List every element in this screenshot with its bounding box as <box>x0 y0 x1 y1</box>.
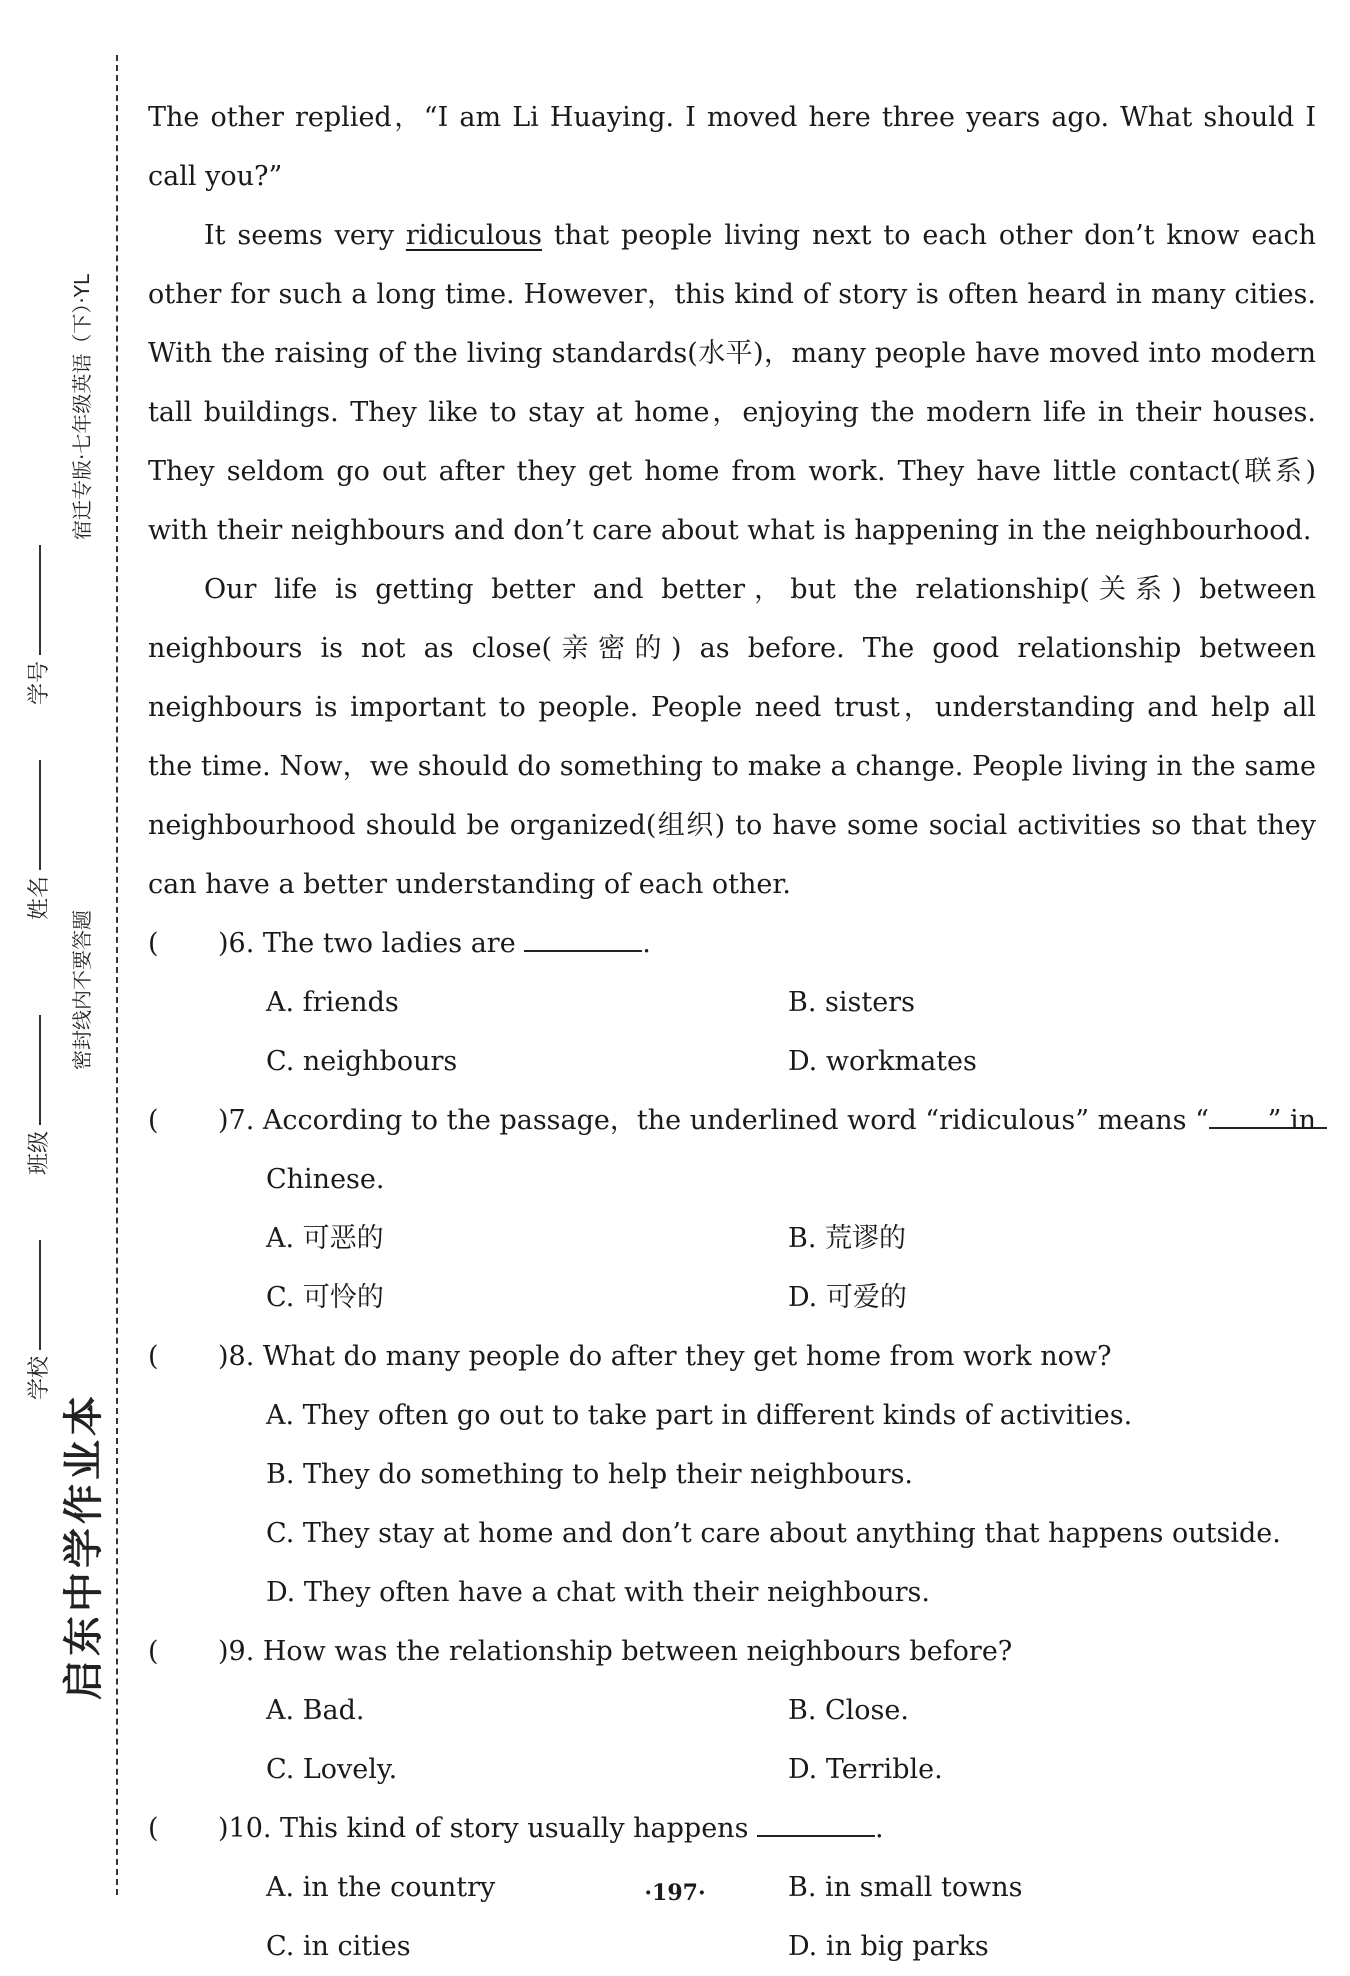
p1-after: that people living next to each other don’t know each other for such a long time. However，this kind of story is often heard in many cities. With the raising of the living standards(水平)，many people have moved into modern tall buildings. They like to stay at home，enjoying the modern life in their houses. They seldom go out after they get home from work. They have little contact(联系) with their neighbours and don’t care about what is happening in the neighbourhood. <box>148 220 1316 546</box>
q8-option-b[interactable]: B. They do something to help their neighbours. <box>266 1459 914 1490</box>
class-blank <box>39 1015 41 1125</box>
q7-end: ” in <box>1267 1105 1316 1136</box>
q8-stem: )8. What do many people do after they get home from work now? <box>218 1341 1112 1372</box>
page-number: ·197· <box>644 1880 706 1906</box>
q7-option-c[interactable]: C. 可怜的 <box>266 1282 384 1313</box>
q9-stem: )9. How was the relationship between neighbours before? <box>218 1636 1013 1667</box>
question-10 <box>148 1799 1316 1858</box>
school-blank <box>39 1240 41 1350</box>
name-blank <box>39 760 41 870</box>
number-label: 学号 <box>27 660 52 705</box>
answer-paren[interactable]: ( <box>148 1341 159 1372</box>
p1-before: It seems very <box>204 220 406 251</box>
q10-end: . <box>875 1813 884 1844</box>
q6-option-b[interactable]: B. sisters <box>788 987 915 1018</box>
question-8 <box>148 1327 1316 1386</box>
answer-paren[interactable]: ( <box>148 1105 159 1136</box>
name-label: 姓名 <box>27 875 52 920</box>
q10-option-a[interactable]: A. in the country <box>266 1872 496 1903</box>
q7-options-row2 <box>148 1268 1316 1327</box>
question-7 <box>148 1091 1316 1150</box>
brand-text: 启东中学作业本 <box>61 1392 107 1700</box>
q6-blank[interactable] <box>524 924 642 952</box>
q10-option-b[interactable]: B. in small towns <box>788 1872 1023 1903</box>
seal-note: 密封线内不要答题 <box>70 910 94 1070</box>
q10-stem: )10. This kind of story usually happens <box>218 1813 749 1844</box>
q8-option-a[interactable]: A. They often go out to take part in different kinds of activities. <box>266 1400 1133 1431</box>
q6-end: . <box>642 928 651 959</box>
page-content <box>148 88 1316 1976</box>
q6-options-row1 <box>148 973 1316 1032</box>
seal-dashed-line <box>116 55 118 1895</box>
q6-option-d[interactable]: D. workmates <box>788 1046 977 1077</box>
q9-option-b[interactable]: B. Close. <box>788 1695 909 1726</box>
q10-option-d[interactable]: D. in big parks <box>788 1931 989 1962</box>
school-label: 学校 <box>27 1355 52 1400</box>
passage-paragraph-2: Our life is getting better and better，but the relationship(关系) between neighbours is not as close(亲密的) as before. The good relationship between neighbours is important to people. People need trust，understanding and help all the time. Now，we should do something to make a change. People living in the same neighbourhood should be organized(组织) to have some social activities so that they can have a better understanding of each other. <box>148 574 1316 900</box>
q10-blank[interactable] <box>757 1809 875 1837</box>
q7-option-b[interactable]: B. 荒谬的 <box>788 1223 907 1254</box>
class-field <box>22 1015 53 1175</box>
q7-stem: )7. According to the passage，the underlined word “ridiculous” means “ <box>218 1105 1209 1136</box>
answer-paren[interactable]: ( <box>148 1813 159 1844</box>
q8-option-d[interactable]: D. They often have a chat with their neighbours. <box>266 1577 930 1608</box>
answer-paren[interactable]: ( <box>148 928 159 959</box>
q9-options-row1 <box>148 1681 1316 1740</box>
q9-option-d[interactable]: D. Terrible. <box>788 1754 943 1785</box>
name-field <box>22 760 53 920</box>
book-info: 宿迁专版·七年级英语（下）·YL <box>70 273 94 540</box>
q6-options-row2 <box>148 1032 1316 1091</box>
q6-option-a[interactable]: A. friends <box>266 987 399 1018</box>
q9-options-row2 <box>148 1740 1316 1799</box>
q6-stem: )6. The two ladies are <box>218 928 516 959</box>
underlined-word: ridiculous <box>405 220 542 251</box>
binding-margin <box>0 0 120 1955</box>
q6-option-c[interactable]: C. neighbours <box>266 1046 458 1077</box>
passage-paragraph-0: The other replied，“I am Li Huaying. I moved here three years ago. What should I call you?” <box>148 102 1316 192</box>
q10-option-c[interactable]: C. in cities <box>266 1931 411 1962</box>
q8-option-c[interactable]: C. They stay at home and don’t care about anything that happens outside. <box>266 1518 1281 1549</box>
q9-option-a[interactable]: A. Bad. <box>266 1695 365 1726</box>
number-blank <box>39 545 41 655</box>
q10-options-row2 <box>148 1917 1316 1976</box>
passage-paragraph-1 <box>148 206 1316 560</box>
q9-option-c[interactable]: C. Lovely. <box>266 1754 398 1785</box>
question-6 <box>148 914 1316 973</box>
answer-paren[interactable]: ( <box>148 1636 159 1667</box>
q7-continuation: Chinese. <box>266 1164 385 1195</box>
question-9 <box>148 1622 1316 1681</box>
number-field <box>22 545 53 705</box>
class-label: 班级 <box>27 1130 52 1175</box>
school-field <box>22 1240 53 1400</box>
q7-option-a[interactable]: A. 可恶的 <box>266 1223 384 1254</box>
q7-option-d[interactable]: D. 可爱的 <box>788 1282 907 1313</box>
q7-options-row1 <box>148 1209 1316 1268</box>
